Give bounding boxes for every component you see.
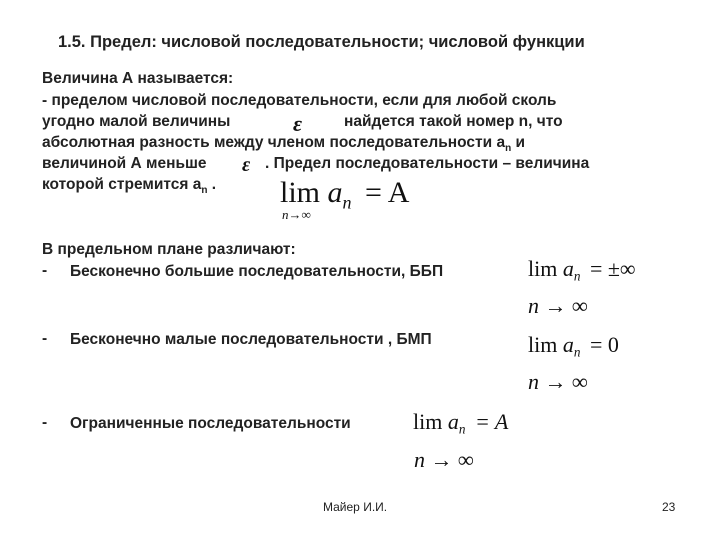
definition-line-2-part-b: найдется такой номер n, что	[344, 113, 563, 130]
slide-number: 23	[662, 500, 676, 514]
limit-rhs: = ±∞	[589, 256, 636, 281]
item-label-bounded: Ограниченные последовательности	[70, 415, 351, 432]
definition-line-5-tail: .	[207, 176, 217, 193]
bullet-2: -	[42, 330, 48, 347]
epsilon-symbol: ε	[293, 111, 303, 136]
lim-operator: lim	[528, 332, 558, 357]
definition-line-1: - пределом числовой последовательности, если для любой сколь	[42, 92, 557, 109]
index-n: n	[342, 192, 352, 213]
definition-heading: Величина А называется:	[42, 70, 234, 87]
sequence-term: a	[327, 176, 343, 209]
index-n: n	[573, 344, 581, 360]
item-label-bmp: Бесконечно малые последовательности , БМП	[70, 331, 432, 348]
definition-line-2	[42, 112, 230, 132]
classification-heading: В предельном плане различают:	[42, 241, 296, 258]
index-n: n	[573, 268, 581, 284]
bullet-3: -	[42, 414, 48, 431]
limit-under-main: n→∞	[282, 207, 311, 222]
footer-author: Майер И.И.	[323, 500, 388, 514]
item-label-bbp: Бесконечно большие последовательности, ББП	[70, 263, 444, 280]
sequence-term: a	[562, 256, 574, 281]
definition-line-2-part-a: угодно малой величины	[42, 113, 231, 130]
definition-line-3-tail: и	[511, 134, 526, 151]
limit-rhs: = A	[365, 176, 410, 209]
limit-rhs: = 0	[589, 332, 619, 357]
subscript-n-2: n	[201, 185, 208, 197]
limit-under-bmp: n → ∞	[528, 369, 588, 394]
sequence-term: a	[447, 409, 459, 434]
limit-under-bbp: n → ∞	[528, 293, 588, 318]
definition-line-3-text: абсолютная разность между членом последовательности а	[42, 134, 506, 151]
definition-line-5-text: которой стремится а	[42, 176, 202, 193]
sequence-term: a	[562, 332, 574, 357]
subscript-n: n	[505, 143, 512, 155]
limit-rhs: = A	[474, 409, 509, 434]
limit-formula-bounded	[413, 409, 508, 438]
lim-operator: lim	[528, 256, 558, 281]
limit-formula-bmp	[528, 332, 619, 361]
limit-under-bounded: n → ∞	[414, 447, 474, 472]
limit-formula-bbp	[528, 256, 636, 285]
lim-operator: lim	[280, 176, 321, 209]
lim-operator: lim	[413, 409, 443, 434]
epsilon-symbol-2: ε	[242, 154, 251, 176]
definition-line-4-part-b: . Предел последовательности – величина	[265, 155, 590, 172]
bullet-1: -	[42, 262, 48, 279]
definition-line-4-part-a: величиной А меньше	[42, 155, 207, 172]
definition-line-5	[42, 175, 216, 201]
index-n: n	[458, 421, 466, 437]
slide-title: 1.5. Предел: числовой последовательности; числовой функции	[58, 33, 585, 51]
